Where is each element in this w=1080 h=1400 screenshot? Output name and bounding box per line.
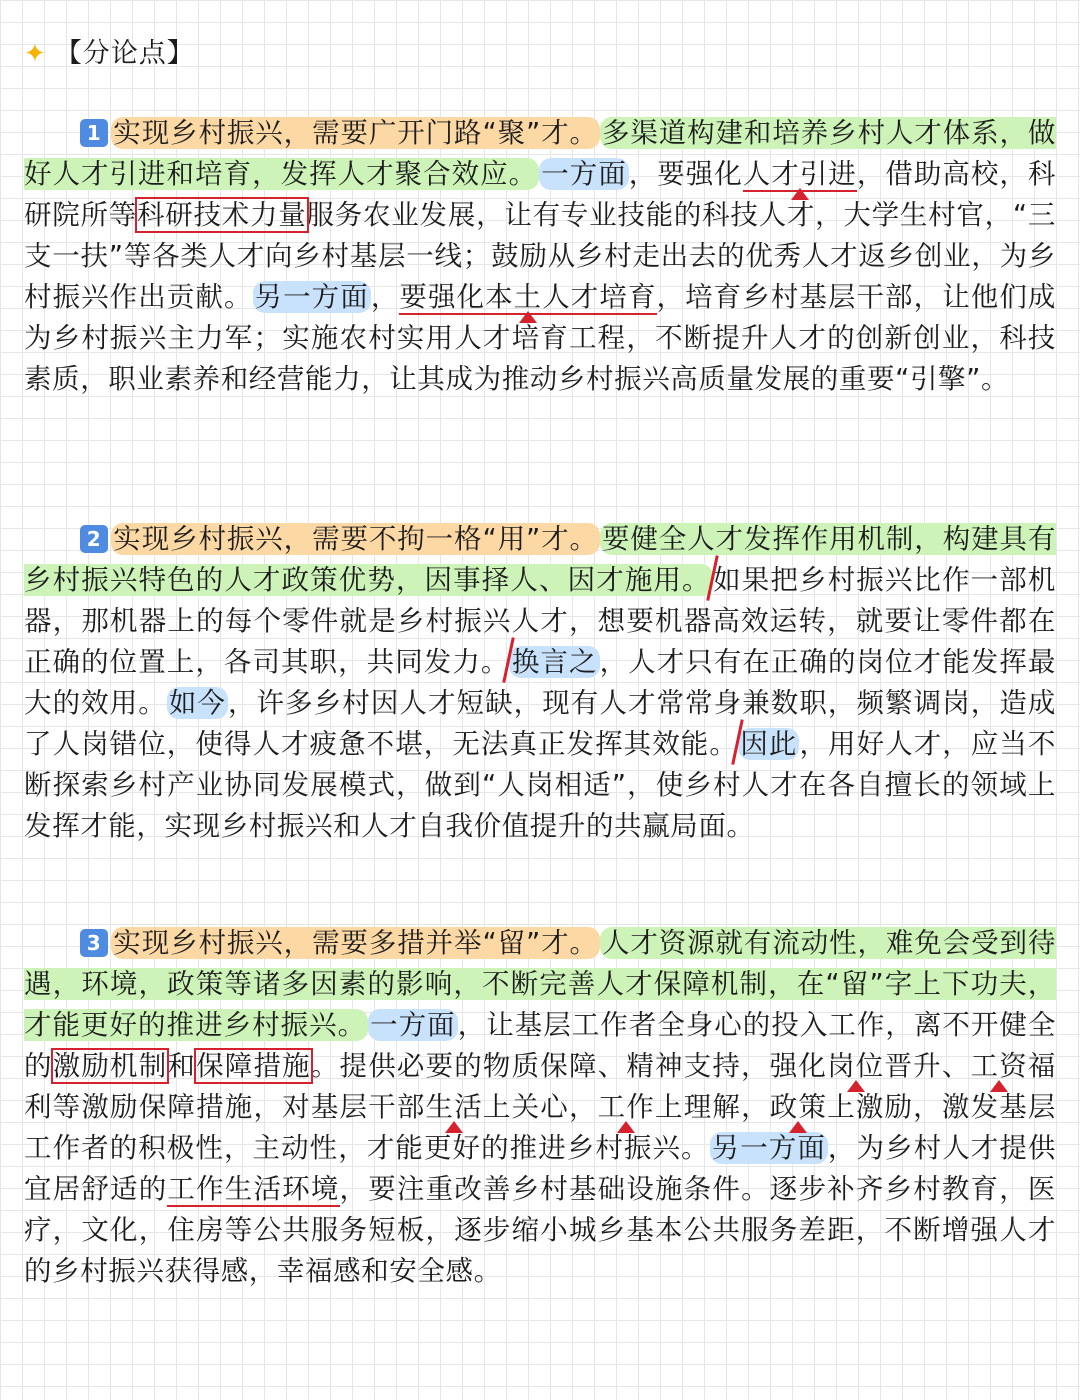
claim-highlight: 实现乡村振兴，需要不拘一格“用”才。 <box>113 523 598 555</box>
underlined-text: 人才引进 <box>742 158 857 190</box>
body-text: ，要强化 <box>628 158 743 190</box>
underlined-phrase <box>399 281 656 315</box>
boxed-phrase: 激励机制 <box>52 1050 168 1082</box>
boxed-phrase: 保障措施 <box>196 1050 311 1082</box>
marked-text: 工作 <box>597 1091 656 1123</box>
sparkle-star-icon: ✦ <box>24 39 47 69</box>
caret-mark-icon <box>791 188 809 200</box>
body-text: 如果把乡村振兴比作一部机器，那机器上的每个零件就是乡村振兴人才，想要机器高效运转，就要让零件都在正确的位置上，各司其职，共同发力。 <box>24 564 1057 678</box>
section-header <box>24 28 195 80</box>
body-text: 上理解， <box>655 1091 770 1123</box>
body-text: ，让基层工作者全身心的投入工作，离不开健全的 <box>24 1009 1056 1082</box>
body-text: ，借助高校，科研院所等 <box>24 158 1056 231</box>
caret-marked-word <box>971 1050 1028 1082</box>
marked-text: 政策 <box>769 1091 828 1123</box>
marked-text: 生活 <box>425 1091 483 1123</box>
claim-highlight: 实现乡村振兴，需要多措并举“留”才。 <box>113 927 598 959</box>
marked-text: 工资 <box>970 1050 1028 1082</box>
connective-highlight: 如今 <box>168 687 226 719</box>
connective-highlight: 因此 <box>739 728 798 760</box>
body-text: 服务农业发展，让有专业技能的科技人才，大学生村官，“三支一扶”等各类人才向乡村基层一线；鼓励从乡村走出去的优秀人才返乡创业，为乡村振兴作出贡献。 <box>24 199 1056 313</box>
thesis-highlight: 人才资源就有流动性，难免会受到待遇，环境，政策等诸多因素的影响，不断完善人才保障机制，在“留”字上下功夫，才能更好的推进乡村振兴。 <box>24 927 1056 1041</box>
caret-mark-icon <box>789 1121 807 1133</box>
body-text: 和 <box>167 1050 197 1082</box>
caret-marked-word <box>770 1091 827 1123</box>
argument-paragraph-3 <box>24 923 1056 1292</box>
caret-mark-icon <box>617 1121 635 1133</box>
argument-paragraph-1 <box>24 113 1056 400</box>
connective-highlight: 换言之 <box>511 646 598 678</box>
underlined-phrase: 工作生活环境 <box>167 1173 340 1205</box>
thesis-highlight: 多渠道构建和培养乡村人才体系，做好人才引进和培育，发挥人才聚合效应。 <box>24 117 1056 190</box>
body-text: 福利等激励保障措施，对基层干部 <box>24 1050 1057 1123</box>
body-text: ，许多乡村因人才短缺，现有人才常常身兼数职，频繁调岗，造成了人岗错位，使得人才疲惫不堪，无法真正发挥其效能。 <box>24 687 1056 760</box>
number-badge-1: 1 <box>80 119 108 147</box>
caret-marked-word <box>827 1050 884 1082</box>
body-text: 上激励，激发基层工作者的积极性，主动性，才能更好的推进乡村振兴。 <box>24 1091 1057 1164</box>
body-text: ，培育乡村基层干部，让他们成为乡村振兴主力军；实施农村实用人才培育工程，不断提升人才的创新创业，科技素质，职业素养和经营能力，让其成为推动乡村振兴高质量发展的重要“引擎”。 <box>24 281 1056 395</box>
connective-highlight: 一方面 <box>370 1009 456 1041</box>
argument-paragraph-2 <box>24 519 1056 847</box>
caret-marked-word <box>426 1091 483 1123</box>
underlined-text: 要强化本土人才培育 <box>399 281 657 313</box>
caret-mark-icon <box>445 1121 463 1133</box>
number-badge-3: 3 <box>80 929 108 957</box>
header-title: 【分论点】 <box>54 38 195 69</box>
caret-mark-icon <box>519 311 537 323</box>
boxed-phrase: 科研技术力量 <box>137 199 307 231</box>
body-text: ，为乡村人才提供宜居舒适的 <box>24 1132 1056 1205</box>
body-text: 晋升、 <box>884 1050 971 1082</box>
caret-mark-icon <box>990 1080 1008 1092</box>
body-text: ，人才只有在正确的岗位才能发挥最大的效用。 <box>24 646 1056 719</box>
marked-text: 岗位 <box>827 1050 885 1082</box>
body-text: 。提供必要的物质保障、精神支持，强化 <box>310 1050 828 1082</box>
underlined-phrase <box>743 158 857 192</box>
connective-highlight: 一方面 <box>541 158 627 190</box>
claim-highlight: 实现乡村振兴，需要广开门路“聚”才。 <box>113 117 598 149</box>
number-badge-2: 2 <box>80 525 108 553</box>
body-text: ，用好人才，应当不断探索乡村产业协同发展模式，做到“人岗相适”，使乡村人才在各自擅长的领域上发挥才能，实现乡村振兴和人才自我价值提升的共赢局面。 <box>24 728 1057 842</box>
caret-mark-icon <box>847 1080 865 1092</box>
caret-marked-word <box>598 1091 655 1123</box>
body-text: 上关心， <box>482 1091 598 1123</box>
thesis-highlight: 要健全人才发挥作用机制，构建具有乡村振兴特色的人才政策优势，因事择人、因才施用。 <box>24 523 1056 596</box>
connective-highlight: 另一方面 <box>254 281 369 313</box>
body-text: ， <box>370 281 400 313</box>
connective-highlight: 另一方面 <box>711 1132 826 1164</box>
body-text: ，要注重改善乡村基础设施条件。逐步补齐乡村教育，医疗，文化，住房等公共服务短板，逐步缩小城乡基本公共服务差距，不断增强人才的乡村振兴获得感，幸福感和安全感。 <box>24 1173 1057 1287</box>
